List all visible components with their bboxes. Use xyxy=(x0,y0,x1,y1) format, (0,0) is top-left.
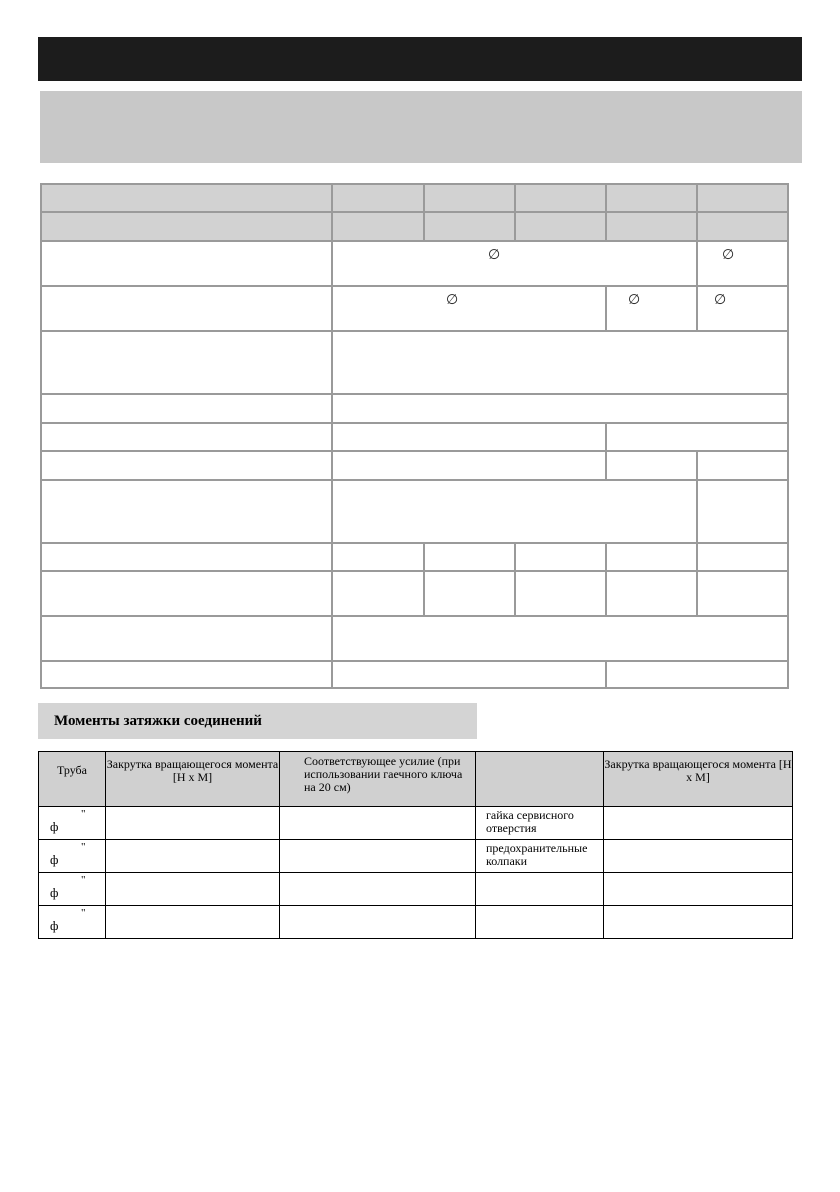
table-row xyxy=(39,873,793,906)
table-cell xyxy=(605,450,696,479)
table-cell xyxy=(106,840,280,873)
diameter-icon: ∅ xyxy=(722,247,735,263)
table-cell xyxy=(423,183,514,211)
table-row xyxy=(40,450,789,479)
table-cell xyxy=(40,285,331,330)
table-cell xyxy=(604,906,793,939)
pipe-cell xyxy=(39,840,106,873)
pipe-symbol: ф xyxy=(50,885,59,900)
table-cell xyxy=(514,570,605,615)
table-cell xyxy=(106,873,280,906)
section-banner xyxy=(40,91,802,163)
header-equivalent-force: Соответствующее усилие (при использовании гаечного ключа на 20 см) xyxy=(280,752,476,807)
table-cell xyxy=(280,807,476,840)
table-cell xyxy=(605,183,696,211)
table-row xyxy=(40,330,789,393)
header-torque: Закрутка вращающегося момента [Н х М] xyxy=(106,752,280,807)
table-cell xyxy=(331,450,605,479)
header-pipe: Труба xyxy=(39,752,106,807)
part-label xyxy=(476,873,604,906)
table-cell xyxy=(514,211,605,240)
table-cell xyxy=(331,393,789,422)
table-cell xyxy=(604,807,793,840)
inch-mark: " xyxy=(81,874,86,886)
table-cell xyxy=(605,542,696,570)
table-cell xyxy=(696,240,789,285)
diameter-icon: ∅ xyxy=(628,292,641,308)
table-cell xyxy=(605,660,789,689)
table-row xyxy=(40,570,789,615)
table-row xyxy=(40,285,789,330)
table-cell xyxy=(331,285,605,330)
table-cell xyxy=(696,285,789,330)
table-cell xyxy=(423,542,514,570)
part-label: гайка сервисного отверстия xyxy=(476,807,604,840)
pipe-cell xyxy=(39,807,106,840)
diameter-icon: ∅ xyxy=(446,292,459,308)
top-bar xyxy=(38,37,802,81)
inch-mark: " xyxy=(81,808,86,820)
table-cell xyxy=(514,183,605,211)
inch-mark: " xyxy=(81,841,86,853)
header-part xyxy=(476,752,604,807)
inch-mark: " xyxy=(81,907,86,919)
table-cell xyxy=(40,330,331,393)
table-cell xyxy=(331,330,789,393)
table-cell xyxy=(40,240,331,285)
table-row xyxy=(40,211,789,240)
table-row xyxy=(40,240,789,285)
table-row xyxy=(40,542,789,570)
table-row xyxy=(39,906,793,939)
table-cell xyxy=(331,570,423,615)
table-cell xyxy=(40,211,331,240)
table-cell xyxy=(696,183,789,211)
table-cell xyxy=(40,660,331,689)
part-label: предохранительные колпаки xyxy=(476,840,604,873)
part-label xyxy=(476,906,604,939)
table-row xyxy=(40,479,789,542)
table-cell xyxy=(604,873,793,906)
table-cell xyxy=(696,570,789,615)
section-title: Моменты затяжки соединений xyxy=(38,703,477,739)
table-cell xyxy=(423,570,514,615)
table-cell xyxy=(40,183,331,211)
table-cell xyxy=(696,542,789,570)
table-cell xyxy=(40,393,331,422)
table-cell xyxy=(331,183,423,211)
table-cell xyxy=(331,660,605,689)
pipe-symbol: ф xyxy=(50,918,59,933)
table-cell xyxy=(605,570,696,615)
table-cell xyxy=(514,542,605,570)
table-cell xyxy=(423,211,514,240)
table-cell xyxy=(40,479,331,542)
table-row xyxy=(40,393,789,422)
table-row xyxy=(40,615,789,660)
table-cell xyxy=(604,840,793,873)
table-row xyxy=(39,807,793,840)
table-row xyxy=(39,840,793,873)
table-cell xyxy=(696,211,789,240)
table-cell xyxy=(40,542,331,570)
table-cell xyxy=(40,422,331,450)
table-cell xyxy=(331,240,696,285)
table-cell xyxy=(280,840,476,873)
table-cell xyxy=(605,285,696,330)
table-cell xyxy=(331,479,696,542)
diameter-icon: ∅ xyxy=(488,247,501,263)
table-cell xyxy=(696,450,789,479)
torque-table xyxy=(38,751,793,939)
table-cell xyxy=(40,615,331,660)
table-cell xyxy=(696,479,789,542)
pipe-cell xyxy=(39,873,106,906)
table-row xyxy=(40,422,789,450)
table-cell xyxy=(40,450,331,479)
table-row xyxy=(40,183,789,211)
table-row xyxy=(40,660,789,689)
table-cell xyxy=(280,906,476,939)
header-torque: Закрутка вращающегося момента [Н х М] xyxy=(604,752,793,807)
pipe-symbol: ф xyxy=(50,819,59,834)
table-header-row xyxy=(39,752,793,807)
table-cell xyxy=(106,807,280,840)
pipe-symbol: ф xyxy=(50,852,59,867)
table-cell xyxy=(605,422,789,450)
diameter-icon: ∅ xyxy=(714,292,727,308)
table-cell xyxy=(331,422,605,450)
table-cell xyxy=(331,615,789,660)
table-cell xyxy=(40,570,331,615)
pipe-cell xyxy=(39,906,106,939)
table-cell xyxy=(280,873,476,906)
table-cell xyxy=(106,906,280,939)
table-cell xyxy=(331,542,423,570)
table-cell xyxy=(605,211,696,240)
table-cell xyxy=(331,211,423,240)
